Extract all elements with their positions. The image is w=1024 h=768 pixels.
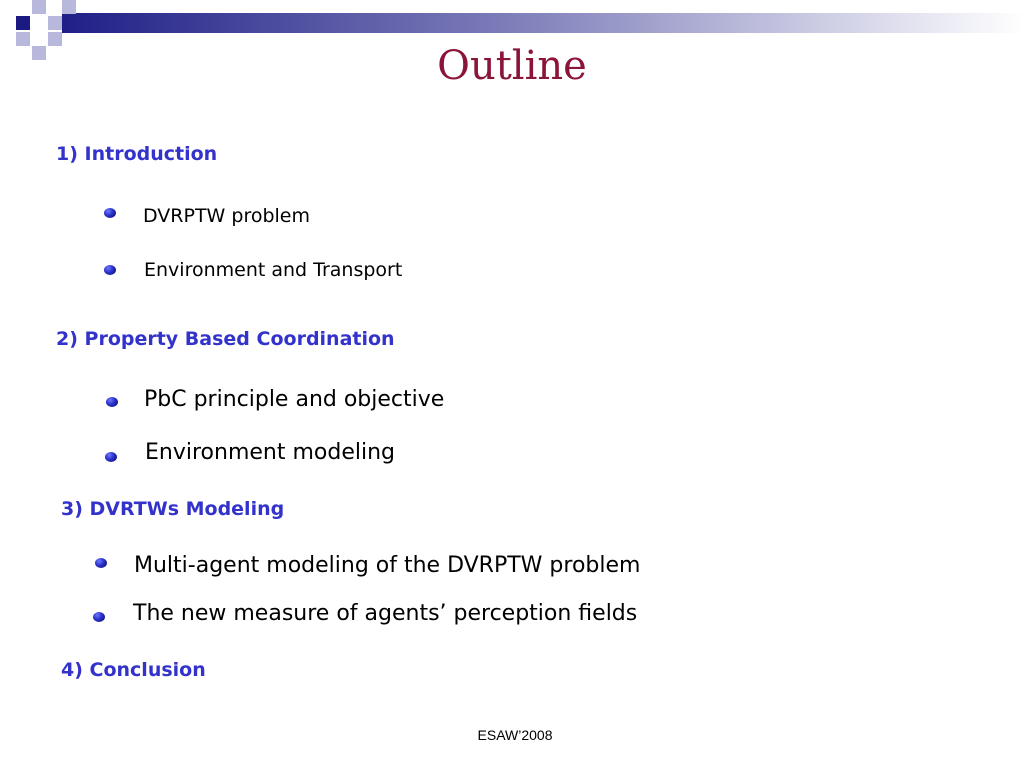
bullet-icon (105, 452, 117, 462)
bullet-icon (95, 558, 107, 568)
list-item: Environment and Transport (144, 259, 403, 281)
bullet-icon (104, 265, 116, 275)
section-heading-property-based-coordination: 2) Property Based Coordination (56, 328, 395, 350)
footer-text: ESAW’2008 (477, 727, 553, 743)
section-heading-introduction: 1) Introduction (56, 143, 218, 165)
list-item: Environment modeling (145, 440, 395, 465)
list-item: Multi-agent modeling of the DVRPTW problem (134, 553, 641, 578)
slide-title: Outline (437, 43, 587, 89)
bullet-icon (106, 397, 118, 407)
bullet-icon (93, 612, 105, 622)
list-item: PbC principle and objective (144, 387, 445, 412)
section-heading-dvrtws-modeling: 3) DVRTWs Modeling (61, 498, 285, 520)
section-heading-conclusion: 4) Conclusion (61, 659, 206, 681)
header-banner (62, 13, 1024, 33)
list-item: The new measure of agents’ perception fields (133, 601, 638, 626)
list-item: DVRPTW problem (143, 205, 311, 227)
bullet-icon (104, 208, 116, 218)
